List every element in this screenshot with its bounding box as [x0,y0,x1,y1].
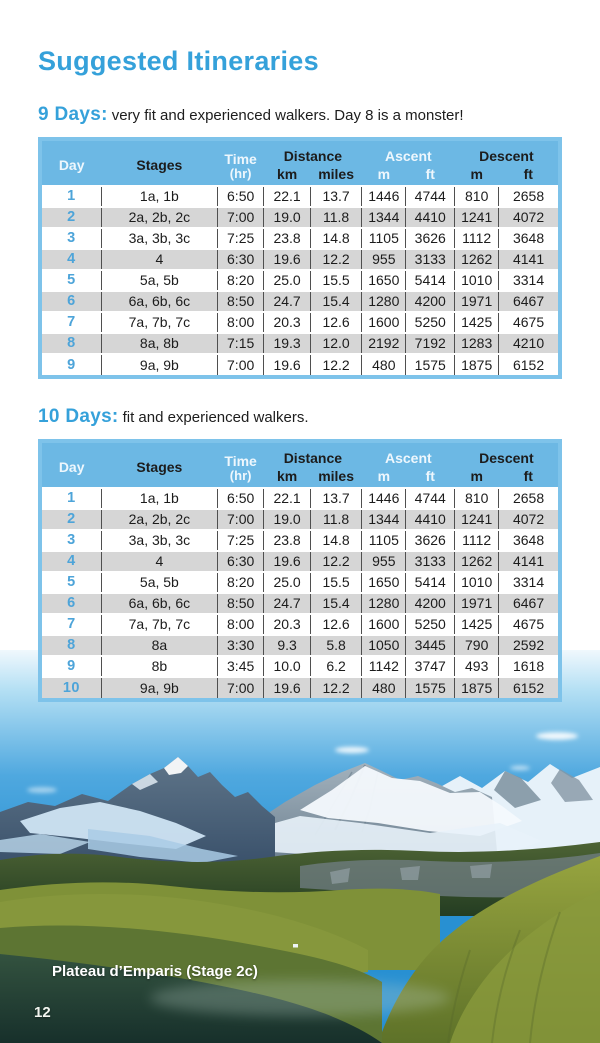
value-cell: 1875 [455,677,499,698]
value-cell: 15.4 [310,593,362,614]
value-cell: 2192 [362,333,406,354]
table-row [42,354,558,375]
table-row [42,207,558,228]
value-cell: 8:00 [217,312,263,333]
col-header-descent-m: m [455,468,499,488]
day-cell: 1 [42,488,101,509]
value-cell: 4 [101,551,217,572]
col-header-km: km [264,468,310,488]
value-cell: 6467 [499,593,558,614]
value-cell: 7:15 [217,333,263,354]
value-cell: 25.0 [264,572,310,593]
value-cell: 5414 [406,270,455,291]
value-cell: 5250 [406,614,455,635]
value-cell: 4744 [406,186,455,207]
value-cell: 11.8 [310,207,362,228]
value-cell: 3a, 3b, 3c [101,228,217,249]
value-cell: 1875 [455,354,499,375]
value-cell: 480 [362,677,406,698]
value-cell: 8:20 [217,572,263,593]
value-cell: 8:20 [217,270,263,291]
col-header-ascent: Ascent [362,443,455,468]
page-number: 12 [34,1004,51,1021]
photo-caption: Plateau d’Emparis (Stage 2c) [52,963,258,980]
value-cell: 7:25 [217,530,263,551]
value-cell: 6152 [499,354,558,375]
value-cell: 19.3 [264,333,310,354]
value-cell: 1971 [455,291,499,312]
value-cell: 5414 [406,572,455,593]
col-header-distance: Distance [264,141,362,166]
day-cell: 5 [42,270,101,291]
value-cell: 1a, 1b [101,186,217,207]
value-cell: 23.8 [264,530,310,551]
value-cell: 8b [101,656,217,677]
value-cell: 22.1 [264,488,310,509]
value-cell: 3648 [499,530,558,551]
value-cell: 1446 [362,186,406,207]
section-9-days [38,104,562,379]
value-cell: 4744 [406,488,455,509]
value-cell: 1050 [362,635,406,656]
table-body [42,186,558,375]
value-cell: 12.6 [310,312,362,333]
value-cell: 19.6 [264,677,310,698]
value-cell: 3314 [499,572,558,593]
value-cell: 19.0 [264,207,310,228]
value-cell: 5a, 5b [101,270,217,291]
table-row [42,551,558,572]
value-cell: 14.8 [310,228,362,249]
value-cell: 7:00 [217,509,263,530]
value-cell: 493 [455,656,499,677]
day-cell: 3 [42,228,101,249]
table-row [42,614,558,635]
value-cell: 15.4 [310,291,362,312]
table-header [42,443,558,488]
value-cell: 1241 [455,207,499,228]
col-header-descent: Descent [455,443,558,468]
table-row [42,677,558,698]
col-header-time: Time (hr) [217,141,263,186]
value-cell: 19.6 [264,249,310,270]
value-cell: 19.6 [264,551,310,572]
value-cell: 4410 [406,509,455,530]
value-cell: 5250 [406,312,455,333]
value-cell: 3747 [406,656,455,677]
col-header-ascent-ft: ft [406,166,455,186]
col-header-time: Time (hr) [217,443,263,488]
table-row [42,530,558,551]
distant-hut [293,944,298,948]
value-cell: 1280 [362,291,406,312]
value-cell: 1112 [455,530,499,551]
value-cell: 6.2 [310,656,362,677]
day-cell: 8 [42,635,101,656]
value-cell: 2658 [499,488,558,509]
value-cell: 12.2 [310,677,362,698]
value-cell: 2592 [499,635,558,656]
value-cell: 12.2 [310,551,362,572]
day-cell: 8 [42,333,101,354]
value-cell: 4072 [499,207,558,228]
value-cell: 15.5 [310,572,362,593]
value-cell: 8:00 [217,614,263,635]
value-cell: 2a, 2b, 2c [101,207,217,228]
value-cell: 4675 [499,614,558,635]
value-cell: 7:00 [217,207,263,228]
value-cell: 955 [362,249,406,270]
value-cell: 4200 [406,593,455,614]
value-cell: 9.3 [264,635,310,656]
itinerary-table [42,141,558,375]
value-cell: 3133 [406,551,455,572]
table-row [42,572,558,593]
value-cell: 7:25 [217,228,263,249]
value-cell: 3626 [406,228,455,249]
section-days-label: 10 Days: [38,406,119,427]
value-cell: 4 [101,249,217,270]
day-cell: 5 [42,572,101,593]
itinerary-table [42,443,558,698]
day-cell: 6 [42,291,101,312]
value-cell: 1425 [455,312,499,333]
value-cell: 4141 [499,249,558,270]
value-cell: 1650 [362,572,406,593]
value-cell: 6467 [499,291,558,312]
value-cell: 9a, 9b [101,677,217,698]
section-heading-10-days [38,406,562,428]
col-header-ascent-m: m [362,166,406,186]
table-row [42,270,558,291]
section-description: very fit and experienced walkers. Day 8 is a monster! [111,107,464,124]
value-cell: 1262 [455,249,499,270]
value-cell: 1112 [455,228,499,249]
col-header-day: Day [42,443,101,488]
section-description: fit and experienced walkers. [122,409,309,426]
value-cell: 8:50 [217,291,263,312]
value-cell: 3626 [406,530,455,551]
value-cell: 5.8 [310,635,362,656]
table-row [42,509,558,530]
col-header-day: Day [42,141,101,186]
day-cell: 3 [42,530,101,551]
value-cell: 3:30 [217,635,263,656]
value-cell: 3133 [406,249,455,270]
value-cell: 19.0 [264,509,310,530]
value-cell: 7:00 [217,677,263,698]
col-header-stages: Stages [101,141,217,186]
table-row [42,249,558,270]
value-cell: 24.7 [264,291,310,312]
value-cell: 6:50 [217,186,263,207]
value-cell: 6a, 6b, 6c [101,593,217,614]
day-cell: 10 [42,677,101,698]
section-heading-9-days [38,104,562,126]
section-10-days [38,406,562,702]
table-body [42,488,558,698]
value-cell: 480 [362,354,406,375]
value-cell: 1600 [362,312,406,333]
value-cell: 14.8 [310,530,362,551]
value-cell: 7:00 [217,354,263,375]
value-cell: 4141 [499,551,558,572]
value-cell: 1344 [362,509,406,530]
value-cell: 13.7 [310,488,362,509]
mountain-landscape-illustration [0,650,600,1043]
section-days-label: 9 Days: [38,104,108,125]
value-cell: 4210 [499,333,558,354]
table-row [42,656,558,677]
value-cell: 6152 [499,677,558,698]
value-cell: 1446 [362,488,406,509]
page-title: Suggested Itineraries [38,46,319,76]
value-cell: 6a, 6b, 6c [101,291,217,312]
table-row [42,291,558,312]
value-cell: 4675 [499,312,558,333]
day-cell: 9 [42,656,101,677]
value-cell: 1600 [362,614,406,635]
col-header-distance: Distance [264,443,362,468]
value-cell: 1575 [406,354,455,375]
value-cell: 1241 [455,509,499,530]
value-cell: 790 [455,635,499,656]
value-cell: 12.2 [310,354,362,375]
col-header-descent-m: m [455,166,499,186]
value-cell: 1262 [455,551,499,572]
day-cell: 4 [42,551,101,572]
value-cell: 1971 [455,593,499,614]
value-cell: 6:30 [217,551,263,572]
value-cell: 1575 [406,677,455,698]
value-cell: 7a, 7b, 7c [101,614,217,635]
value-cell: 7192 [406,333,455,354]
value-cell: 6:50 [217,488,263,509]
value-cell: 25.0 [264,270,310,291]
value-cell: 3445 [406,635,455,656]
table-header [42,141,558,186]
col-header-miles: miles [310,166,362,186]
value-cell: 1142 [362,656,406,677]
table-row [42,333,558,354]
value-cell: 1344 [362,207,406,228]
col-header-descent-ft: ft [499,468,558,488]
value-cell: 1010 [455,572,499,593]
value-cell: 1425 [455,614,499,635]
col-header-stages: Stages [101,443,217,488]
value-cell: 4072 [499,509,558,530]
value-cell: 8a [101,635,217,656]
value-cell: 1010 [455,270,499,291]
col-header-descent: Descent [455,141,558,166]
table-row [42,228,558,249]
value-cell: 20.3 [264,312,310,333]
value-cell: 11.8 [310,509,362,530]
value-cell: 2a, 2b, 2c [101,509,217,530]
day-cell: 9 [42,354,101,375]
value-cell: 15.5 [310,270,362,291]
col-header-ascent: Ascent [362,141,455,166]
value-cell: 2658 [499,186,558,207]
value-cell: 1a, 1b [101,488,217,509]
value-cell: 19.6 [264,354,310,375]
value-cell: 20.3 [264,614,310,635]
value-cell: 3a, 3b, 3c [101,530,217,551]
value-cell: 955 [362,551,406,572]
value-cell: 810 [455,488,499,509]
table-row [42,186,558,207]
table-row [42,488,558,509]
value-cell: 23.8 [264,228,310,249]
table-row [42,312,558,333]
value-cell: 13.7 [310,186,362,207]
value-cell: 8:50 [217,593,263,614]
itinerary-table-10-days [38,439,562,702]
day-cell: 1 [42,186,101,207]
col-header-ascent-ft: ft [406,468,455,488]
mountain-photo [0,650,600,1043]
value-cell: 9a, 9b [101,354,217,375]
value-cell: 1105 [362,228,406,249]
value-cell: 1105 [362,530,406,551]
itinerary-table-9-days [38,137,562,379]
day-cell: 6 [42,593,101,614]
value-cell: 1618 [499,656,558,677]
col-header-miles: miles [310,468,362,488]
day-cell: 2 [42,207,101,228]
day-cell: 2 [42,509,101,530]
value-cell: 3648 [499,228,558,249]
value-cell: 6:30 [217,249,263,270]
value-cell: 10.0 [264,656,310,677]
value-cell: 24.7 [264,593,310,614]
value-cell: 1650 [362,270,406,291]
table-row [42,593,558,614]
day-cell: 7 [42,614,101,635]
value-cell: 12.2 [310,249,362,270]
value-cell: 12.6 [310,614,362,635]
value-cell: 12.0 [310,333,362,354]
value-cell: 1283 [455,333,499,354]
value-cell: 22.1 [264,186,310,207]
value-cell: 8a, 8b [101,333,217,354]
table-row [42,635,558,656]
col-header-km: km [264,166,310,186]
day-cell: 4 [42,249,101,270]
value-cell: 3314 [499,270,558,291]
value-cell: 810 [455,186,499,207]
value-cell: 4410 [406,207,455,228]
col-header-descent-ft: ft [499,166,558,186]
day-cell: 7 [42,312,101,333]
value-cell: 4200 [406,291,455,312]
value-cell: 7a, 7b, 7c [101,312,217,333]
value-cell: 1280 [362,593,406,614]
value-cell: 3:45 [217,656,263,677]
value-cell: 5a, 5b [101,572,217,593]
col-header-ascent-m: m [362,468,406,488]
